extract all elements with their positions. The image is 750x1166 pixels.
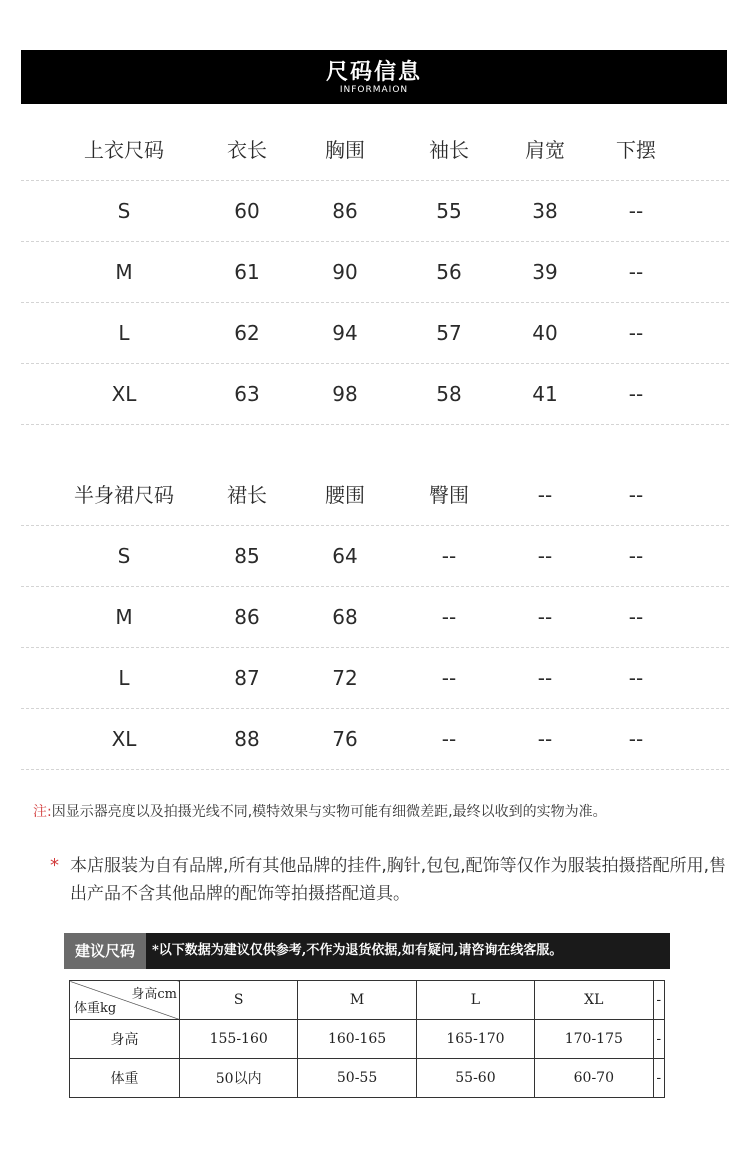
table-cell: 61 [234,260,260,284]
size-header: - [653,981,665,1020]
table-cell: 170-175 [535,1020,653,1059]
table-row [21,526,729,587]
table-cell: 85 [234,544,260,568]
table-cell: -- [441,544,457,568]
table-header-row [21,120,729,181]
table-cell: -- [628,260,644,284]
tops-size-table [0,120,750,425]
table-cell: 160-165 [298,1020,416,1059]
table-cell: 63 [234,382,260,406]
recommend-label: 建议尺码 [64,933,146,969]
header-subtitle: INFORMAION [339,85,409,95]
table-cell: 155-160 [180,1020,298,1059]
table-cell: 62 [234,321,260,345]
table-cell: 50-55 [298,1059,416,1098]
table-cell: -- [628,727,644,751]
note-prefix: 注: [33,804,52,820]
table-cell: -- [441,727,457,751]
table-cell: 38 [532,199,558,223]
table-header-row [70,981,665,1020]
section-header [21,50,727,104]
table-cell: -- [441,605,457,629]
table-cell: S [117,199,131,223]
table-cell: 64 [332,544,358,568]
table-cell: 86 [332,199,358,223]
table-cell: 86 [234,605,260,629]
row-label: 体重 [70,1059,180,1098]
notice-text: 本店服装为自有品牌,所有其他品牌的挂件,胸针,包包,配饰等仅作为服装拍摄搭配所用,售出产品不含其他品牌的配饰等拍摄搭配道具。 [70,856,727,904]
table-cell: -- [628,199,644,223]
row-label: 身高 [70,1020,180,1059]
table-row [21,364,729,425]
corner-top-label: 身高cm [131,987,177,1002]
header-cell: 肩宽 [525,138,565,162]
table-cell: -- [537,605,553,629]
table-cell: 72 [332,666,358,690]
header-title: 尺码信息 [325,60,422,85]
size-header: L [416,981,534,1020]
table-cell: 76 [332,727,358,751]
table-cell: -- [628,382,644,406]
table-cell: -- [628,666,644,690]
table-cell: L [118,321,130,345]
skirts-size-table [0,465,750,770]
table-cell: 94 [332,321,358,345]
table-cell: XL [111,727,137,751]
brand-notice [50,852,730,908]
table-row [21,181,729,242]
size-header: S [180,981,298,1020]
table-cell: 165-170 [416,1020,534,1059]
table-cell: L [118,666,130,690]
table-cell: 88 [234,727,260,751]
recommend-note: *以下数据为建议仅供参考,不作为退货依据,如有疑问,请咨询在线客服。 [152,943,563,958]
header-cell: 半身裙尺码 [74,483,174,507]
table-cell: 58 [436,382,462,406]
table-cell: -- [441,666,457,690]
recommend-size-table [69,980,665,1098]
header-cell: 裙长 [227,483,267,507]
table-row [21,587,729,648]
header-cell: 衣长 [227,138,267,162]
table-cell: -- [537,666,553,690]
table-cell: S [117,544,131,568]
table-cell: M [115,260,133,284]
table-header-row [21,465,729,526]
table-cell: 50以内 [180,1059,298,1098]
table-cell: 41 [532,382,558,406]
table-cell: 56 [436,260,462,284]
header-cell: 胸围 [325,138,365,162]
table-cell: 68 [332,605,358,629]
table-cell: 87 [234,666,260,690]
table-cell: -- [628,605,644,629]
corner-cell [70,981,180,1020]
note-text: 因显示器亮度以及拍摄光线不同,模特效果与实物可能有细微差距,最终以收到的实物为准。 [51,804,607,820]
table-cell: 60 [234,199,260,223]
table-cell: -- [537,544,553,568]
recommend-bar [64,933,670,969]
table-cell: 55 [436,199,462,223]
header-cell: -- [628,483,644,507]
table-cell: XL [111,382,137,406]
header-cell: -- [537,483,553,507]
header-cell: 上衣尺码 [84,138,164,162]
table-cell: 98 [332,382,358,406]
table-row [21,709,729,770]
table-cell: 39 [532,260,558,284]
table-cell: -- [628,321,644,345]
header-cell: 臀围 [429,483,469,507]
table-cell: 55-60 [416,1059,534,1098]
table-cell: 90 [332,260,358,284]
table-cell: - [653,1020,665,1059]
table-cell: 60-70 [535,1059,653,1098]
display-disclaimer [33,801,607,821]
header-cell: 袖长 [429,138,469,162]
table-cell: -- [537,727,553,751]
size-header: M [298,981,416,1020]
table-row [70,1059,665,1098]
table-row [21,242,729,303]
table-cell: -- [628,544,644,568]
table-cell: - [653,1059,665,1098]
table-row [21,303,729,364]
size-header: XL [535,981,653,1020]
table-cell: 40 [532,321,558,345]
corner-bottom-label: 体重kg [74,1001,117,1016]
table-row [21,648,729,709]
header-cell: 下摆 [616,138,656,162]
table-cell: M [115,605,133,629]
header-cell: 腰围 [325,483,365,507]
table-cell: 57 [436,321,462,345]
asterisk-icon: * [50,855,59,876]
table-row [70,1020,665,1059]
